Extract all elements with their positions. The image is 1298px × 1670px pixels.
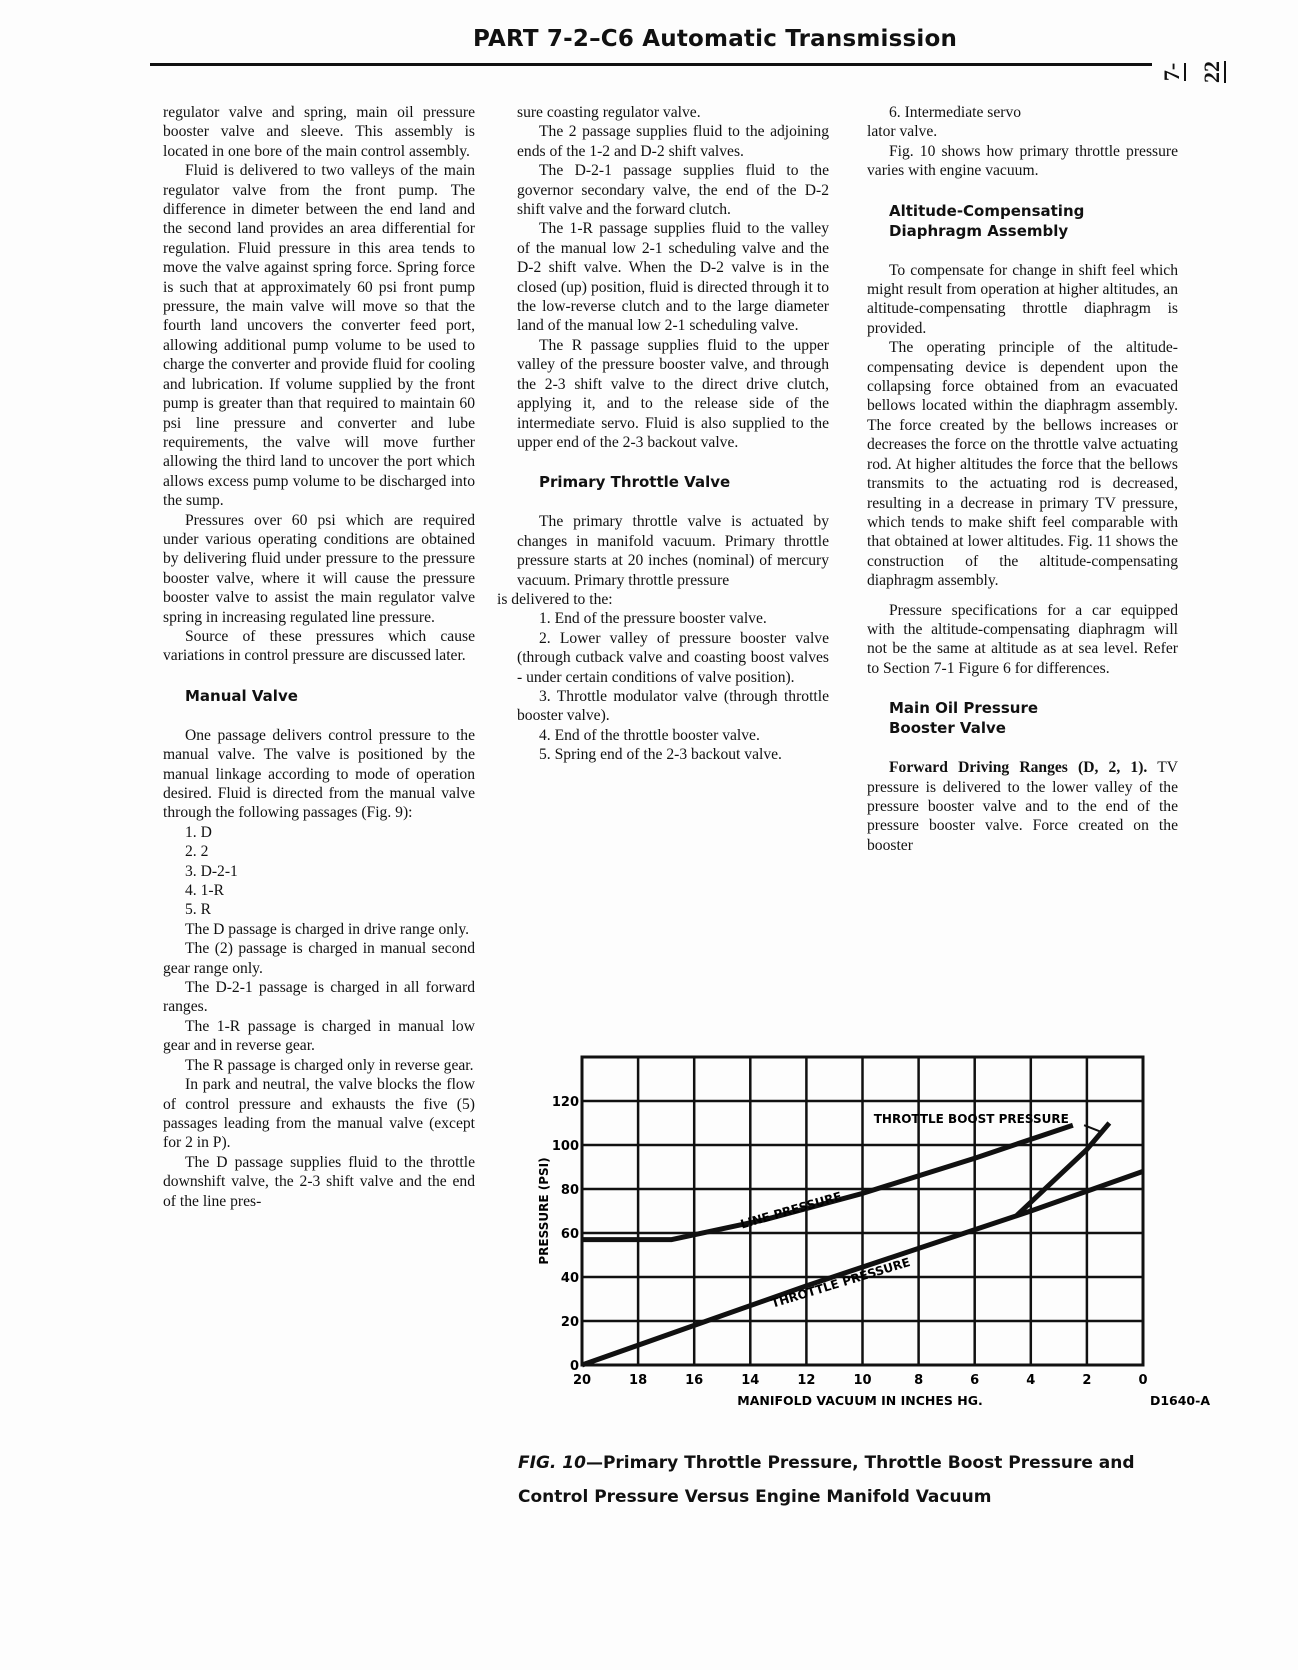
paragraph: The R passage is charged only in reverse gear. [185,1056,474,1074]
x-tick-label: 14 [741,1373,760,1388]
line-pressure-label: LINE PRESSURE [738,1189,844,1232]
text-column-3 [867,103,1178,855]
paragraph: Source of these pressures which cause variations in control pressure are discussed later. [163,627,475,665]
paragraph: sure coasting regulator valve. [517,104,701,121]
paragraph: The operating principle of the altitude-compensating device is dependent upon the collapsing force obtained from an evacuated bellows located within the diaphragm assembly. The force created by the bellows increases or decreases the force on the throttle valve actuating rod. At higher altitudes the force that the bellows transmits to the actuating rod is decreased, resulting in a decrease in primary TV pressure, which tends to make shift feel comparable with that obtained at lower altitudes. Fig. 11 shows the construction of the altitude-compensating diaphragm assembly. [867,339,1178,590]
paragraph: To compensate for change in shift feel which might result from operation at higher altitudes, an altitude-compensating throttle diaphragm is provided. [867,261,1178,337]
y-tick-label: 80 [560,1183,579,1198]
list-item: 3. Throttle modulator valve (through throttle booster valve). [517,687,829,725]
throttle-boost-label: THROTTLE BOOST PRESSURE [873,1112,1069,1126]
x-tick-label: 2 [1082,1373,1092,1388]
figure-caption: FIG. 10—Primary Throttle Pressure, Throttle Boost Pressure and Control Pressure Versus Engine Manifold Vacuum [518,1453,1135,1507]
x-tick-label: 10 [853,1373,872,1388]
y-tick-label: 120 [551,1095,579,1110]
x-tick-label: 12 [797,1373,816,1388]
page-number: 7-22 [1159,61,1224,83]
page-title: PART 7-2–C6 Automatic Transmission [473,26,958,52]
list-item: 1. D [185,823,212,841]
paragraph: is delivered to the: [497,590,613,608]
y-tick-label: 60 [560,1227,579,1242]
paragraph: In park and neutral, the valve blocks the flow of control pressure and exhausts the five (5) passages leading from the manual valve (except for 2 in P). [163,1076,475,1152]
y-axis-label: PRESSURE (PSI) [537,1157,551,1265]
paragraph: Pressure specifications for a car equipped with the altitude-compensating diaphragm will not be the same at altitude as at sea level. Refer to Section 7-1 Figure 6 for differences. [867,601,1178,677]
list-item: 2. 2 [185,843,209,861]
paragraph: Fluid is delivered to two valleys of the main regulator valve from the front pump. The difference in dimeter between the end land and the second land provides an area differential for regulation. Fluid pressure in this area tends to move the valve against spring force. Spring force is such that at approximately 60 psi front pump pressure, the main valve will move so that the fourth land uncovers the converter feed port, allowing additional pump volume to be used to charge the converter and provide fluid for cooling and lubrication. If volume supplied by the front pump is greater than that required to maintain 60 psi line pressure and converter and lube requirements, the valve will move further allowing the third land to uncover the port which allows excess pump volume to be discharged into the sump. [163,162,475,510]
list-item: 1. End of the pressure booster valve. [539,610,767,628]
paragraph: The D-2-1 passage is charged in all forward ranges. [163,979,475,1016]
list-item: 4. 1-R [185,882,224,900]
paragraph: regulator valve and spring, main oil pressure booster valve and sleeve. This assembly is located in one bore of the main control assembly. [163,104,475,160]
pressure-vs-vacuum-plot [530,1040,1210,1440]
list-item: 2. Lower valley of pressure booster valve (through cutback valve and coasting boost valves - under certain conditions of valve position). [517,629,829,686]
y-tick-label: 0 [569,1359,579,1374]
x-tick-label: 4 [1026,1373,1036,1388]
paragraph: Pressures over 60 psi which are required under various operating conditions are obtained by delivering fluid under pressure to the pressure booster valve, where it will cause the pressure booster valve to assist the main regulator valve spring in increasing regulated line pressure. [163,511,475,626]
list-item: 5. R [185,901,211,919]
x-tick-label: 16 [685,1373,704,1388]
y-tick-label: 20 [560,1315,579,1330]
list-item: 4. End of the throttle booster valve. [539,726,760,744]
x-tick-label: 0 [1138,1373,1148,1388]
list-item: 6. Intermediate servo [889,104,1022,121]
y-tick-label: 40 [560,1271,579,1286]
y-tick-label: 100 [551,1139,579,1154]
section-heading-main-oil-pressure-booster: Main Oil Pressure Booster Valve [889,699,1039,738]
paragraph: The 1-R passage is charged in manual low gear and in reverse gear. [163,1017,475,1055]
section-heading-manual-valve: Manual Valve [185,686,298,705]
text-column-2 [497,103,829,765]
paragraph: The 2 passage supplies fluid to the adjoining ends of the 1-2 and D-2 shift valves. [517,123,829,160]
list-item: 3. D-2-1 [185,862,238,880]
figure-10-chart [530,1040,1210,1440]
paragraph: The 1-R passage supplies fluid to the valley of the manual low 2-1 scheduling valve and the D-2 shift valve. When the D-2 valve is in the closed (up) position, fluid is directed through it to the low-reverse clutch and to the large diameter land of the manual low 2-1 scheduling valve. [517,220,829,335]
x-tick-label: 18 [629,1373,648,1388]
paragraph: The D passage is charged in drive range only. [185,920,470,938]
x-axis-label: MANIFOLD VACUUM IN INCHES HG. [737,1393,983,1408]
header-divider [150,63,1152,66]
throttle-pressure-label: THROTTLE PRESSURE [769,1255,912,1311]
paragraph: The R passage supplies fluid to the upper valley of the pressure booster valve, and through the 2-3 shift valve to the direct drive clutch, applying it, and to the release side of the intermediate servo. Fluid is also supplied to the upper end of the 2-3 backout valve. [517,336,829,451]
x-tick-label: 20 [572,1373,592,1388]
paragraph: The primary throttle valve is actuated by changes in manifold vacuum. Primary throttle pressure starts at 20 inches (nominal) of mercury vacuum. Primary throttle pressure [517,513,829,589]
text-column-1 [163,103,475,1211]
list-item-continuation: lator valve. [867,123,938,141]
paragraph: The D passage supplies fluid to the throttle downshift valve, the 2-3 shift valve and the end of the line pres- [163,1153,475,1210]
paragraph: Forward Driving Ranges (D, 2, 1). TV pressure is delivered to the lower valley of the pressure booster valve and to the end of the pressure booster valve. Force created on the booster [867,759,1178,854]
paragraph: The D-2-1 passage supplies fluid to the governor secondary valve, the end of the D-2 shift valve and the forward clutch. [517,162,829,219]
paragraph: The (2) passage is charged in manual second gear range only. [163,940,475,977]
figure-code: D1640-A [1149,1393,1210,1408]
x-tick-label: 6 [970,1373,980,1388]
section-heading-altitude-compensating: Altitude-Compensating Diaphragm Assembly [889,201,1085,240]
paragraph: One passage delivers control pressure to the manual valve. The valve is positioned by the manual linkage according to mode of operation desired. Fluid is directed from the manual valve through the following passages (Fig. 9): [163,726,475,822]
list-item: 5. Spring end of the 2-3 backout valve. [539,746,782,764]
paragraph: Fig. 10 shows how primary throttle pressure varies with engine vacuum. [867,142,1178,180]
x-tick-label: 8 [914,1373,924,1388]
section-heading-primary-throttle-valve: Primary Throttle Valve [539,473,731,492]
